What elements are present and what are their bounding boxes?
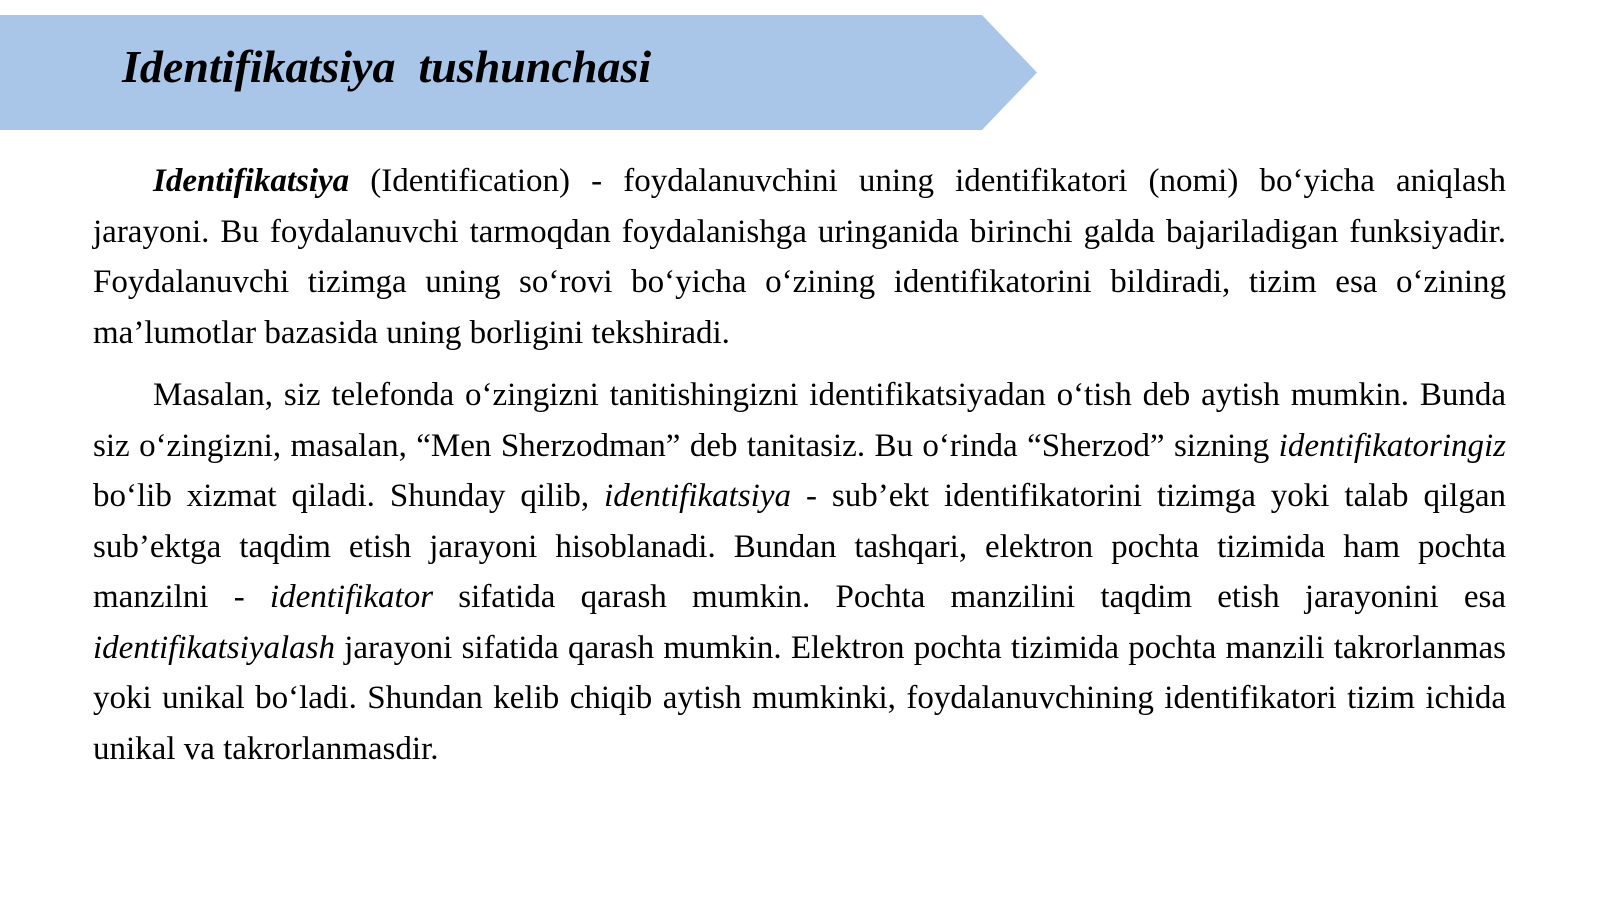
italic-identifikator: identifikator — [269, 579, 434, 615]
example-text-3: - sub’ekt identifikatorini tizimga yoki talab qilgan sub’ektga taqdim etish jarayoni hisoblanadi. Bundan tashqari, elektron pochta tizimida ham pochta manzilni - — [93, 478, 1506, 615]
example-text-4: sifatida qarash mumkin. Pochta manzilini taqdim etish jarayonini esa — [433, 579, 1506, 615]
paragraph-example — [93, 370, 1506, 774]
italic-identifikatsiyalash: identifikatsiyalash — [93, 629, 335, 666]
italic-identifikatsiya: identifikatsiya — [604, 478, 791, 514]
italic-identifikatoringiz: identifikatoringiz — [1278, 427, 1506, 464]
paragraph-definition — [93, 156, 1506, 358]
slide-title: Identifikatsiya tushunchasi — [122, 41, 652, 92]
example-text-2: bo‘lib xizmat qiladi. Shunday qilib, — [93, 478, 605, 514]
term-identifikatsiya: Identifikatsiya — [153, 163, 350, 199]
slide-body — [93, 156, 1506, 774]
example-text-1: Masalan, siz telefonda o‘zingizni tanitishingizni identifikatsiyadan o‘tish deb aytish mumkin. Bunda siz o‘zingizni, masalan, “Men Sherzodman” deb tanitasiz. Bu o‘rinda “Sherzod” sizning — [93, 377, 1506, 464]
definition-text: (Identification) - foydalanuvchini uning identifikatori (nomi) bo‘yicha aniqlash jarayoni. Bu foydalanuvchi tarmoqdan foydalanishga uringanida birinchi galda bajariladigan funksiyadir. Foydalanuvchi tizimga uning so‘rovi bo‘yicha o‘zining identifikatorini bildiradi, tizim esa o‘zining ma’lumotlar bazasida uning borligini tekshiradi. — [93, 163, 1506, 351]
example-text-5: jarayoni sifatida qarash mumkin. Elektron pochta tizimida pochta manzili takrorlanmas yoki unikal bo‘ladi. Shundan kelib chiqib aytish mumkinki, foydalanuvchining identifikatori tizim ichida unikal va takrorlanmasdir. — [93, 629, 1506, 767]
